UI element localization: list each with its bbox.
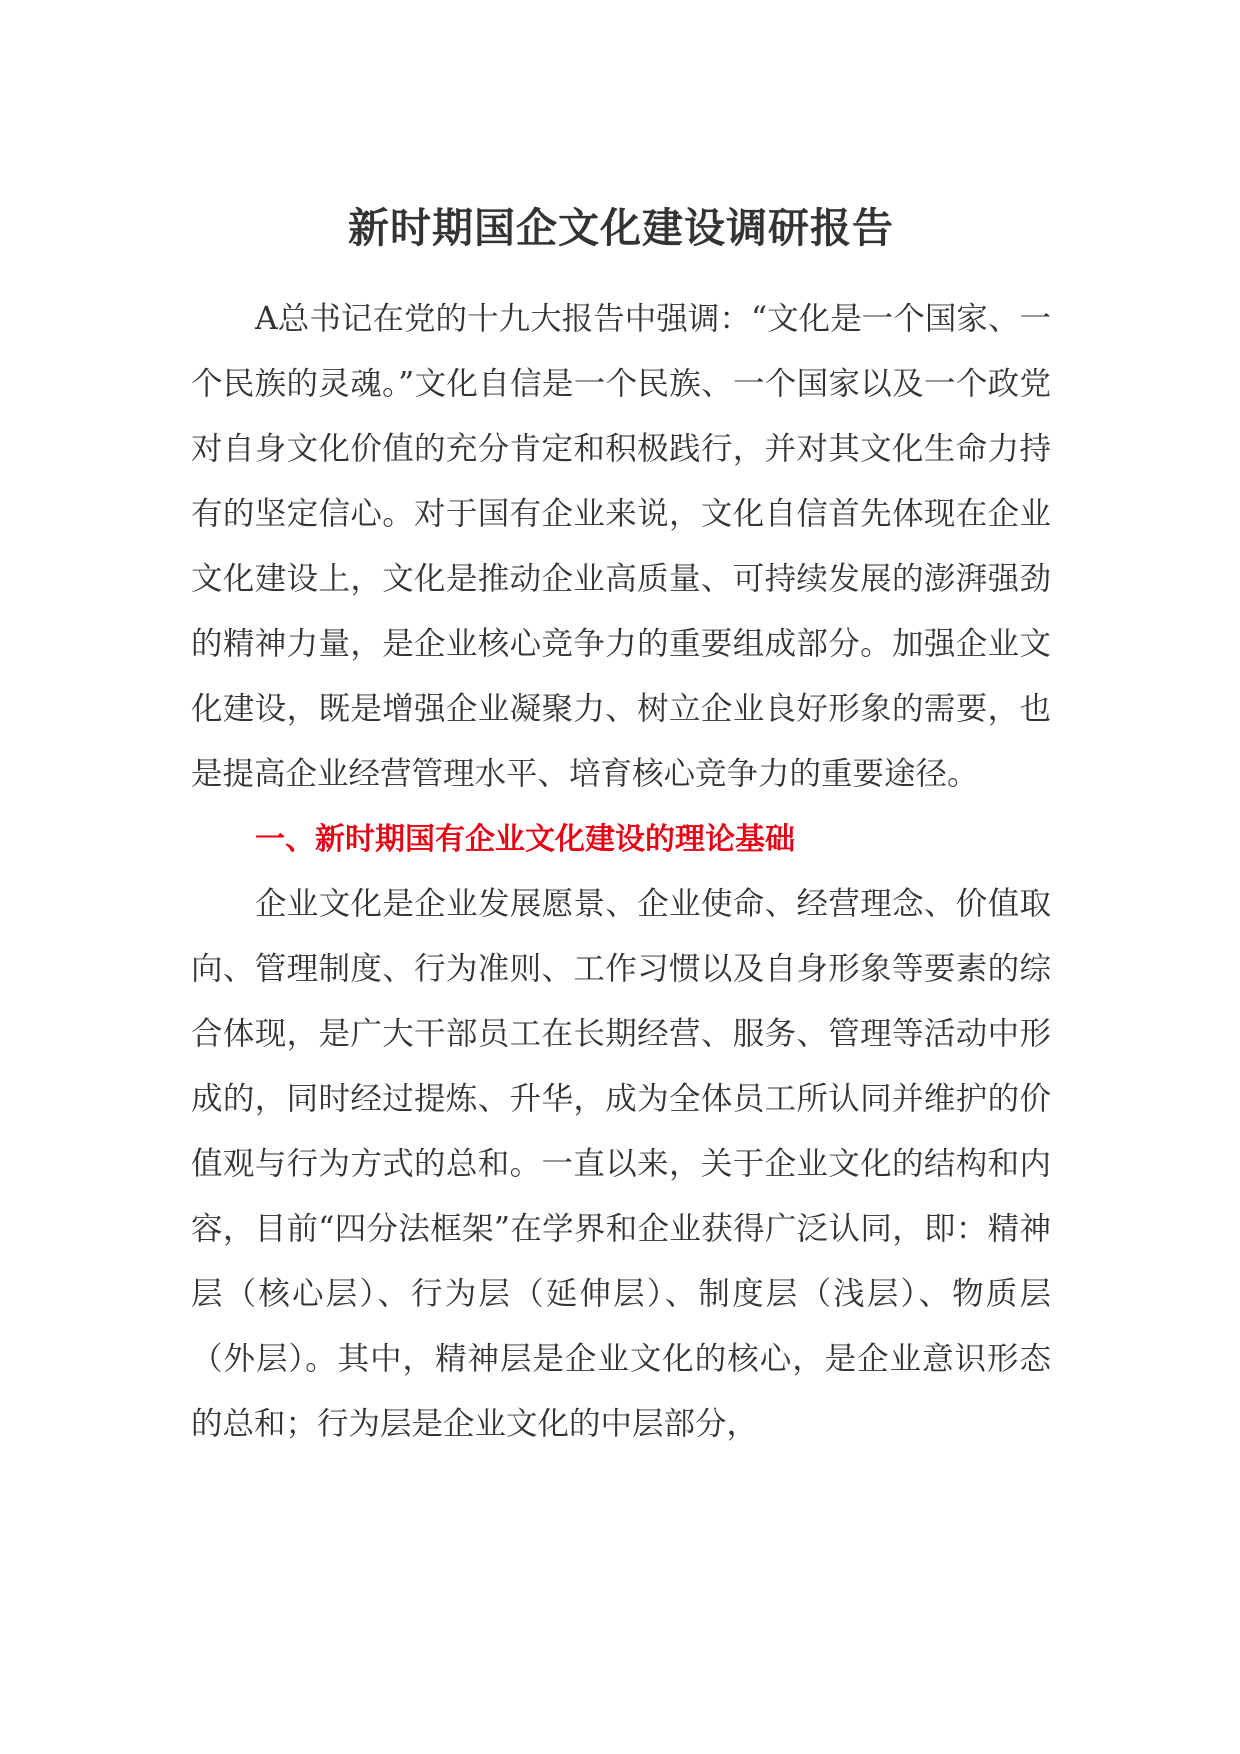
body-paragraph: 企业文化是企业发展愿景、企业使命、经营理念、价值取向、管理制度、行为准则、工作习惯以及自身形象等要素的综合体现，是广大干部员工在长期经营、服务、管理等活动中形成的，同时经过提炼、升华，成为全体员工所认同并维护的价值观与行为方式的总和。一直以来，关于企业文化的结构和内容，目前“四分法框架”在学界和企业获得广泛认同，即：精神层（核心层）、行为层（延伸层）、制度层（浅层）、物质层（外层）。其中，精神层是企业文化的核心，是企业意识形态的总和；行为层是企业文化的中层部分， bbox=[191, 886, 1051, 1442]
document-title: 新时期国企文化建设调研报告 bbox=[348, 204, 894, 252]
section-heading: 一、新时期国有企业文化建设的理论基础 bbox=[255, 822, 795, 857]
intro-paragraph: A总书记在党的十九大报告中强调：“文化是一个国家、一个民族的灵魂。”文化自信是一个民族、一个国家以及一个政党对自身文化价值的充分肯定和积极践行，并对其文化生命力持有的坚定信心。对于国有企业来说，文化自信首先体现在企业文化建设上，文化是推动企业高质量、可持续发展的澎湃强劲的精神力量，是企业核心竞争力的重要组成部分。加强企业文化建设，既是增强企业凝聚力、树立企业良好形象的需要，也是提高企业经营管理水平、培育核心竞争力的重要途径。 bbox=[191, 301, 1051, 792]
document-body bbox=[191, 198, 1051, 1457]
